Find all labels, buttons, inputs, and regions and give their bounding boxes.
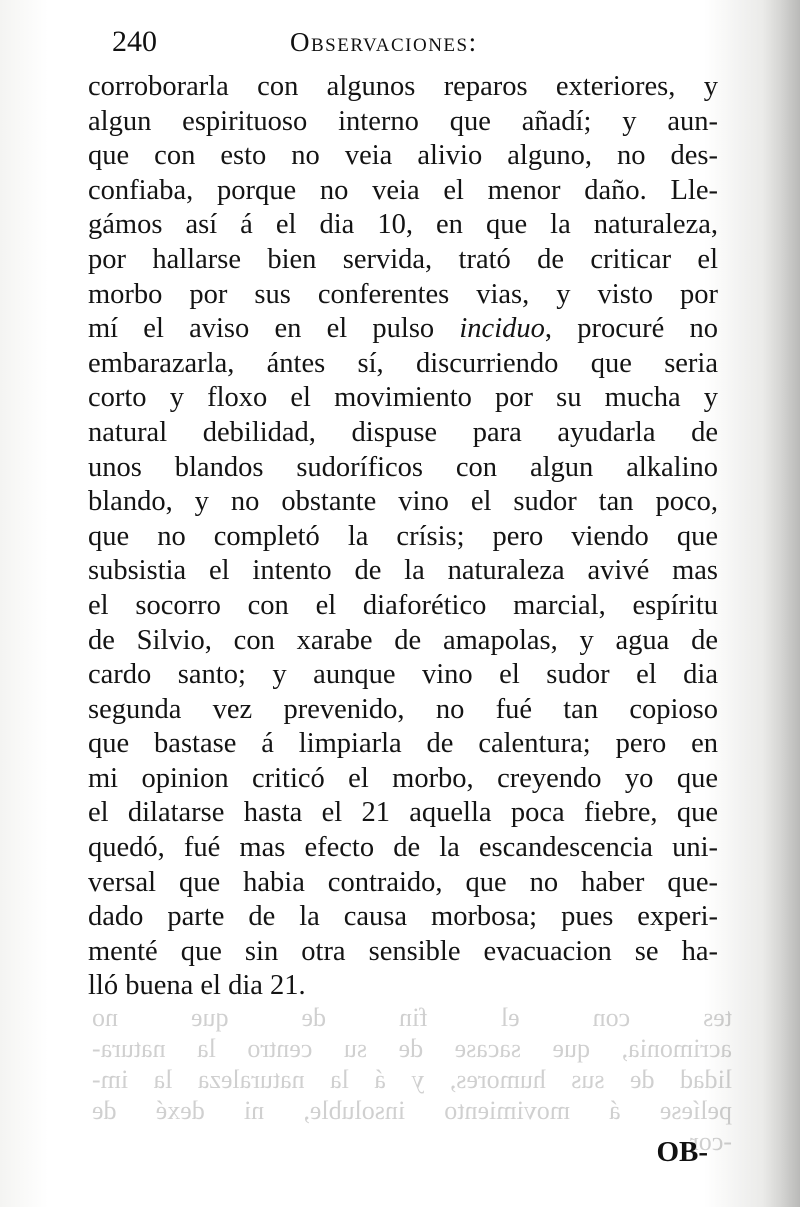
page-header: [112, 22, 712, 62]
text-line: de Silvio, con xarabe de amapolas, y agua de: [88, 624, 718, 656]
running-head: Observaciones:: [290, 27, 478, 57]
bleed-through-text: [92, 1002, 732, 1157]
bleed-line: tes con el fin de que no: [92, 1003, 732, 1032]
text-line: mi opinion criticó el morbo, creyendo yo que: [88, 762, 718, 794]
text-line: el socorro con el diaforético marcial, espíritu: [88, 589, 718, 621]
bleed-line: lidad de sus humores, y á la naturaleza la im-: [92, 1065, 732, 1094]
catchword: OB-: [656, 1136, 708, 1168]
text-line: gámos así á el dia 10, en que la naturaleza,: [88, 209, 718, 241]
text-line: confiaba, porque no veia el menor daño. Lle-: [88, 174, 718, 206]
text-line-head: mí el aviso en el pulso: [88, 313, 460, 345]
body-text: [88, 70, 718, 1004]
text-line: que con esto no veia alivio alguno, no des-: [88, 140, 718, 172]
text-line: menté que sin otra sensible evacuacion se ha-: [88, 935, 718, 967]
bleed-line: pelíese á movimiento insoluble, ni dexé de: [92, 1096, 732, 1125]
text-line: dado parte de la causa morbosa; pues experi-: [88, 901, 718, 933]
text-line: unos blandos sudoríficos con algun alkalino: [88, 451, 718, 483]
page-gutter-shadow: [762, 0, 800, 1207]
text-line: el dilatarse hasta el 21 aquella poca fiebre, que: [88, 797, 718, 829]
text-line-with-italic: [88, 312, 718, 347]
italic-term: inciduo: [459, 313, 545, 345]
bleed-line: -cor: [690, 1127, 732, 1156]
text-line: corroborarla con algunos reparos exteriores, y: [88, 71, 718, 102]
text-line: subsistia el intento de la naturaleza avivé mas: [88, 555, 718, 587]
text-line: morbo por sus conferentes vias, y visto por: [88, 278, 718, 310]
text-line: cardo santo; y aunque vino el sudor el dia: [88, 659, 718, 691]
page-number: 240: [112, 25, 157, 58]
text-line: segunda vez prevenido, no fué tan copioso: [88, 693, 718, 725]
text-line: por hallarse bien servida, trató de criticar el: [88, 243, 718, 275]
text-line-tail: , procuré no: [544, 313, 718, 345]
text-line: versal que habia contraido, que no haber que-: [88, 866, 718, 898]
text-line: que bastase á limpiarla de calentura; pero en: [88, 728, 718, 760]
text-line: embarazarla, ántes sí, discurriendo que seria: [88, 347, 718, 379]
text-line: natural debilidad, dispuse para ayudarla de: [88, 416, 718, 448]
text-line: blando, y no obstante vino el sudor tan poco,: [88, 486, 718, 518]
text-line: corto y floxo el movimiento por su mucha y: [88, 382, 718, 414]
text-line-last: lló buena el dia 21.: [88, 970, 306, 1002]
text-line: algun espirituoso interno que añadí; y aun-: [88, 105, 718, 137]
bleed-line: acrimonia, que sacase de su centro la natura-: [92, 1034, 732, 1063]
text-line: que no completó la crísis; pero viendo que: [88, 520, 718, 552]
text-line: quedó, fué mas efecto de la escandescencia uni-: [88, 832, 718, 864]
